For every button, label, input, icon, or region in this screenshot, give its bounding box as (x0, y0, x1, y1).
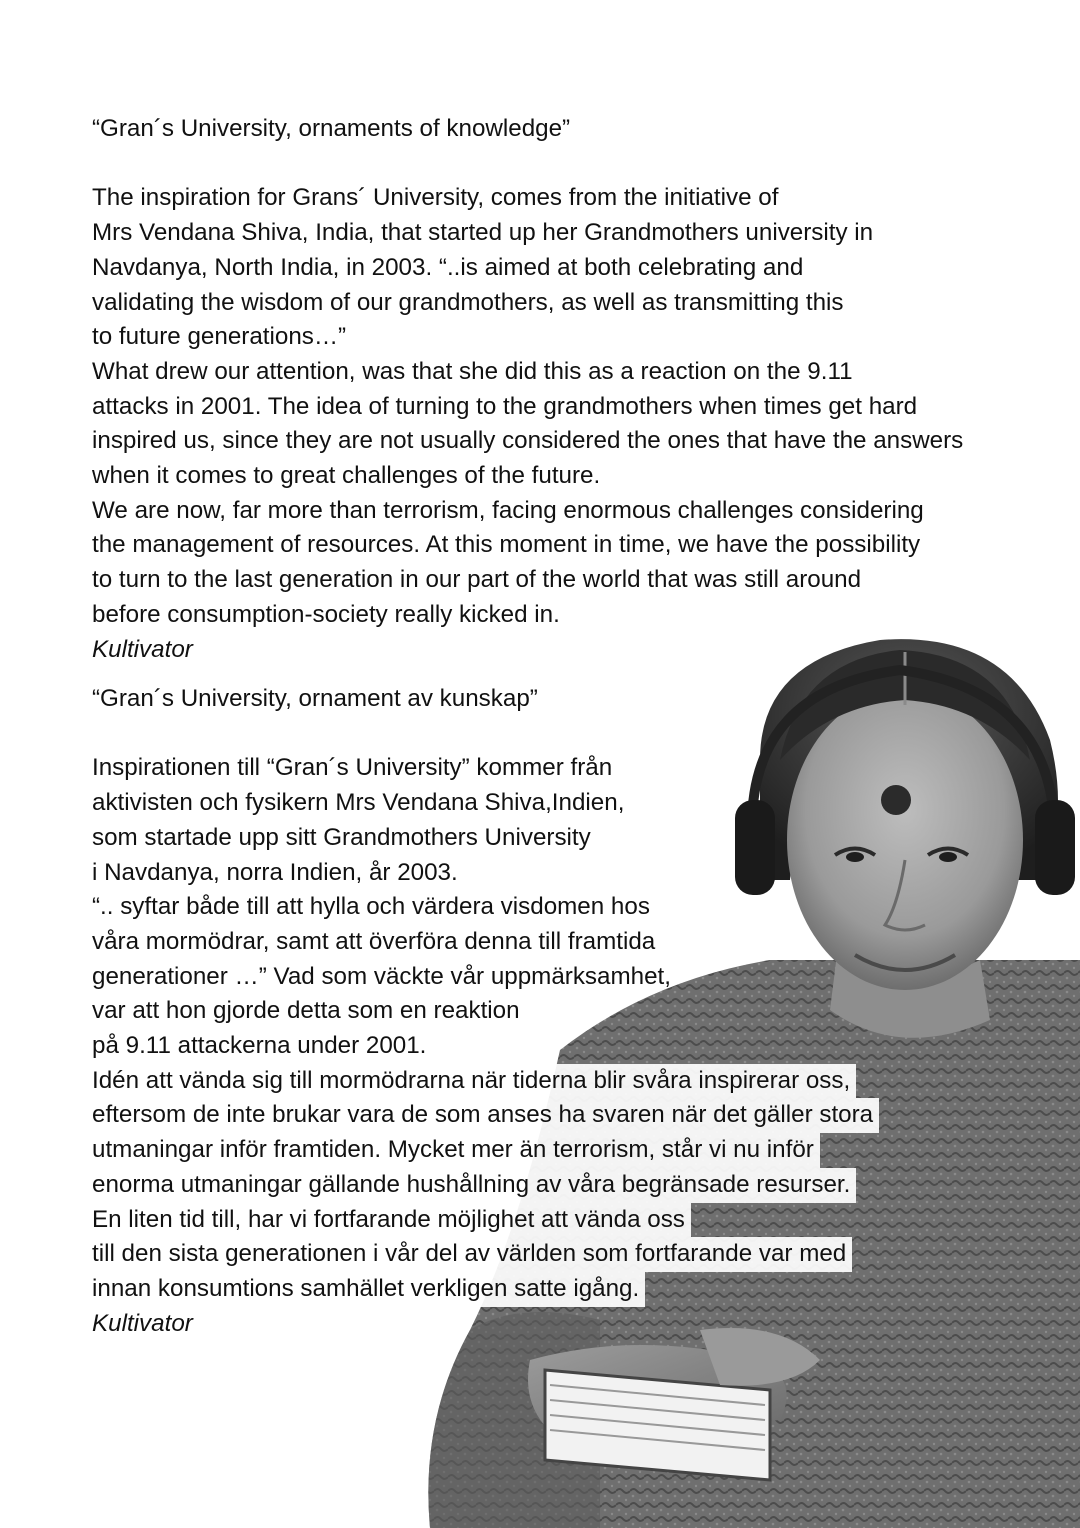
swedish-line: Inspirationen till “Gran´s University” kommer från (92, 754, 613, 782)
swedish-line: i Navdanya, norra Indien, år 2003. (92, 858, 458, 886)
english-line: inspired us, since they are not usually considered the ones that have the answers (92, 427, 964, 455)
swedish-title: “Gran´s University, ornament av kunskap” (92, 685, 538, 712)
english-line: before consumption-society really kicked in. (92, 600, 560, 628)
english-line: the management of resources. At this moment in time, we have the possibility (92, 531, 921, 559)
english-line: Navdanya, North India, in 2003. “..is aimed at both celebrating and (92, 253, 804, 281)
swedish-line: var att hon gjorde detta som en reaktion (92, 997, 520, 1025)
swedish-line: våra mormödrar, samt att överföra denna till framtida (92, 927, 656, 955)
swedish-line: “.. syftar både till att hylla och värdera visdomen hos (92, 893, 650, 921)
swedish-line: innan konsumtions samhället verkligen satte igång. (92, 1272, 645, 1307)
swedish-line: eftersom de inte brukar vara de som anses ha svaren när det gäller stora (92, 1098, 879, 1133)
swedish-line: En liten tid till, har vi fortfarande möjlighet att vända oss (92, 1203, 691, 1238)
english-line: We are now, far more than terrorism, facing enormous challenges considering (92, 496, 924, 524)
english-line: Mrs Vendana Shiva, India, that started up her Grandmothers university in (92, 219, 874, 247)
swedish-section (92, 682, 879, 1341)
english-line: attacks in 2001. The idea of turning to the grandmothers when times get hard (92, 392, 918, 420)
swedish-line: aktivisten och fysikern Mrs Vendana Shiva,Indien, (92, 789, 625, 817)
english-line: when it comes to great challenges of the future. (92, 462, 601, 490)
swedish-line: enorma utmaningar gällande hushållning av våra begränsade resurser. (92, 1168, 856, 1203)
english-line: What drew our attention, was that she did this as a reaction on the 9.11 (92, 357, 853, 385)
swedish-line: på 9.11 attackerna under 2001. (92, 1032, 427, 1060)
english-line: to future generations…” (92, 323, 347, 351)
english-line: validating the wisdom of our grandmothers, as well as transmitting this (92, 288, 844, 316)
swedish-line: Idén att vända sig till mormödrarna när tiderna blir svåra inspirerar oss, (92, 1064, 856, 1099)
swedish-line: till den sista generationen i vår del av världen som fortfarande var med (92, 1237, 852, 1272)
swedish-line: som startade upp sitt Grandmothers University (92, 823, 591, 851)
english-section (92, 112, 963, 667)
bindi-mark (881, 785, 911, 815)
swedish-line: generationer …” Vad som väckte vår uppmärksamhet, (92, 962, 671, 990)
book-shape (545, 1370, 770, 1480)
english-line: The inspiration for Grans´ University, comes from the initiative of (92, 184, 779, 212)
english-line: to turn to the last generation in our part of the world that was still around (92, 566, 862, 594)
swedish-signature: Kultivator (92, 1309, 193, 1337)
swedish-line: utmaningar inför framtiden. Mycket mer än terrorism, står vi nu inför (92, 1133, 820, 1168)
english-title: “Gran´s University, ornaments of knowledge” (92, 115, 571, 142)
english-signature: Kultivator (92, 635, 193, 663)
